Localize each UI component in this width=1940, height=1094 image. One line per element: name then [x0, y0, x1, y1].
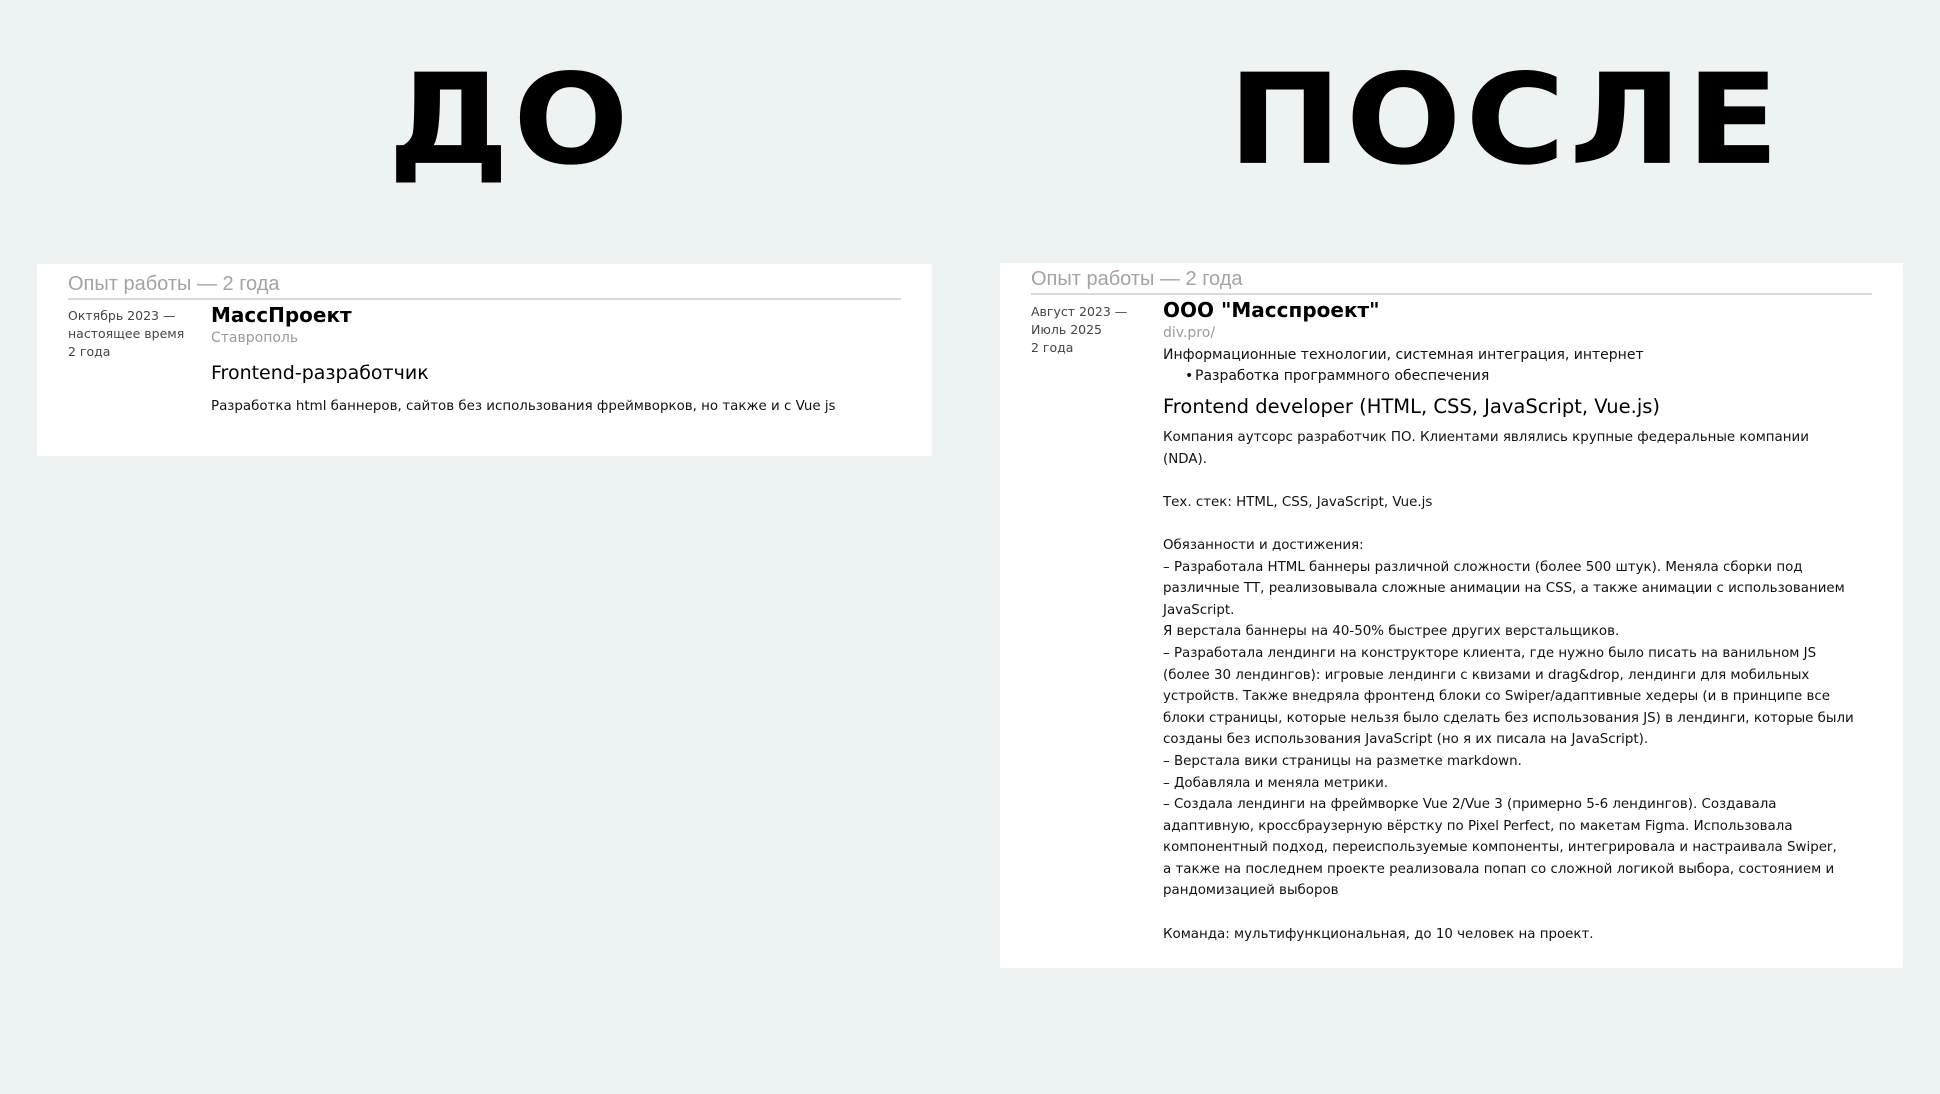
description-line: – Разработала лендинги на конструкторе клиента, где нужно было писать на ванильном JS — [1163, 645, 1817, 661]
description-line: (NDA). — [1163, 451, 1207, 467]
date-end: Июль 2025 — [1031, 322, 1103, 337]
description-line: адаптивную, кроссбраузерную вёрстку по Pixel Perfect, по макетам Figma. Использовала — [1163, 818, 1793, 834]
description-line: блоки страницы, которые нельзя было сделать без использования JS) в лендинги, которые были — [1163, 710, 1854, 726]
description-line — [1163, 902, 1854, 924]
experience-dates — [68, 307, 184, 361]
job-description: Разработка html баннеров, сайтов без использования фреймворков, но также и с Vue js — [211, 399, 836, 414]
job-position: Frontend developer (HTML, CSS, JavaScript, Vue.js) — [1163, 395, 1661, 418]
description-line: – Разработала HTML баннеры различной сложности (более 500 штук). Меняла сборки под — [1163, 559, 1803, 575]
description-line: а также на последнем проекте реализовала попап со сложной логикой выбора, состоянием и — [1163, 861, 1835, 877]
resume-card-before — [37, 264, 932, 456]
company-city: Ставрополь — [211, 330, 299, 346]
section-heading: Опыт работы — 2 года — [68, 272, 901, 300]
title-before: ДО — [388, 47, 633, 194]
description-line: Команда: мультифункциональная, до 10 человек на проект. — [1163, 926, 1594, 942]
company-name: ООО "Масспроект" — [1163, 298, 1380, 322]
description-line: JavaScript. — [1163, 602, 1235, 618]
bullet-icon: • — [1185, 368, 1194, 384]
description-line — [1163, 513, 1854, 535]
description-line: Я верстала баннеры на 40-50% быстрее других верстальщиков. — [1163, 624, 1620, 640]
description-line: Обязанности и достижения: — [1163, 537, 1364, 553]
experience-content — [1163, 297, 1854, 945]
company-industry: Информационные технологии, системная интеграция, интернет — [1163, 347, 1644, 363]
job-description — [1163, 427, 1854, 945]
date-start: Октябрь 2023 — — [68, 308, 176, 323]
description-line: Компания аутсорс разработчик ПО. Клиентами являлись крупные федеральные компании — [1163, 430, 1809, 445]
experience-content — [211, 302, 836, 418]
description-line: устройств. Также внедряла фронтенд блоки со Swiper/адаптивные хедеры (и в принципе все — [1163, 689, 1831, 705]
experience-dates — [1031, 303, 1127, 357]
industry-list-item — [1163, 366, 1854, 387]
industry-item-label: Разработка программного обеспечения — [1195, 368, 1490, 384]
description-line: различные ТТ, реализовывала сложные анимации на CSS, а также анимации с использованием — [1163, 581, 1845, 597]
job-position: Frontend-разработчик — [211, 362, 429, 384]
description-line: рандомизацией выборов — [1163, 883, 1339, 899]
description-line — [1163, 470, 1854, 492]
description-line: компонентный подход, переиспользуемые компоненты, интегрировала и настраивала Swiper, — [1163, 840, 1837, 856]
title-after: ПОСЛЕ — [1228, 47, 1784, 194]
date-start: Август 2023 — — [1031, 304, 1128, 319]
description-line: (более 30 лендингов): игровые лендинги с квизами и drag&drop, лендинги для мобильных — [1163, 667, 1810, 683]
description-line: Тех. стек: HTML, CSS, JavaScript, Vue.js — [1163, 494, 1433, 510]
date-end: настоящее время — [68, 326, 185, 341]
description-line: – Добавляла и меняла метрики. — [1163, 775, 1389, 791]
description-line: – Создала лендинги на фреймворке Vue 2/Vue 3 (примерно 5-6 лендингов). Создавала — [1163, 797, 1777, 813]
duration: 2 года — [1031, 340, 1074, 355]
resume-card-after — [1000, 263, 1903, 968]
description-line: – Верстала вики страницы на разметке markdown. — [1163, 753, 1522, 769]
section-heading: Опыт работы — 2 года — [1031, 267, 1872, 295]
duration: 2 года — [68, 344, 111, 359]
company-site-link[interactable]: div.pro/ — [1163, 325, 1216, 341]
company-name: МассПроект — [211, 303, 352, 327]
description-line: созданы без использования JavaScript (но я их писала на JavaScript). — [1163, 732, 1649, 748]
